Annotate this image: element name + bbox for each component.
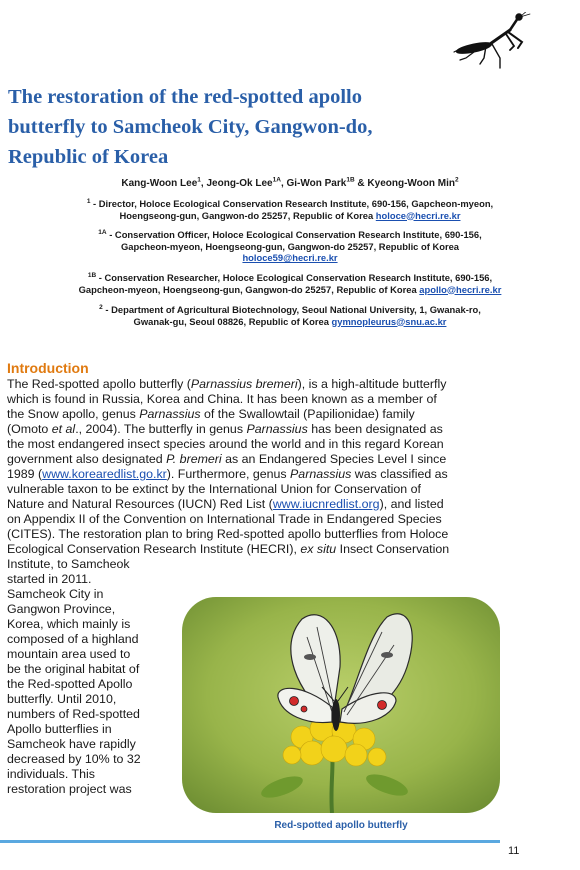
body-line: government also designated P. bremeri as an Endangered Species Level I since bbox=[7, 452, 447, 466]
page-number: 11 bbox=[508, 845, 520, 857]
author-affiliation-marker: 1A bbox=[272, 176, 281, 184]
intro-paragraph bbox=[7, 377, 489, 572]
author-list: Kang-Woon Lee$^1$, Jeong-Ok Lee$^{1A}$, Gi-Won Park$^{1B}$ & Kyeong-Woon Min$^2$ bbox=[121, 176, 459, 189]
affiliation-snu bbox=[0, 304, 580, 327]
affiliation-marker: 2 bbox=[99, 303, 103, 311]
body-line: (Omoto et al., 2004). The butterfly in genus Parnassius has been designated as bbox=[7, 422, 443, 436]
body-line: mountain area used to bbox=[7, 647, 131, 661]
butterfly-photo bbox=[182, 597, 500, 813]
body-line: decreased by 10% to 32 bbox=[7, 752, 141, 766]
body-line: Institute, to Samcheok bbox=[7, 557, 130, 571]
body-line: Gangwon Province, bbox=[7, 602, 116, 616]
title-line: Republic of Korea bbox=[8, 146, 169, 168]
affiliation-conservation-researcher bbox=[0, 272, 580, 295]
body-line: The Red-spotted apollo butterfly (Parnassius bremeri), is a high-altitude butterfly bbox=[7, 377, 447, 391]
email-link[interactable]: holoce59@hecri.re.kr bbox=[242, 252, 338, 263]
affiliation-text: - Conservation Officer, Holoce Ecological Conservation Research Institute, 690-156, bbox=[106, 229, 482, 240]
article-title bbox=[8, 82, 468, 172]
affiliation-text: Hoengseong-gun, Gangwon-do 25257, Republic of Korea bbox=[119, 209, 374, 221]
figure-caption: Red-spotted apollo butterfly bbox=[274, 820, 408, 831]
body-line: numbers of Red-spotted bbox=[7, 707, 140, 721]
author-affiliation-marker: 1B bbox=[346, 176, 355, 184]
author-name: Jeong-Ok Lee bbox=[206, 178, 273, 189]
email-link[interactable]: apollo@hecri.re.kr bbox=[419, 283, 502, 295]
affiliation-text: Gwanak-gu, Seoul 08826, Republic of Korea bbox=[133, 315, 329, 327]
body-line: vulnerable taxon to be extinct by the International Union for Conservation of bbox=[7, 482, 421, 496]
body-line: the most endangered insect species around the world and in this regard Korean bbox=[7, 437, 444, 451]
body-line: be the original habitat of bbox=[7, 662, 140, 676]
body-line: Ecological Conservation Research Institute (HECRI), ex situ Insect Conservation bbox=[7, 542, 450, 556]
body-line: Korea, which mainly is bbox=[7, 617, 131, 631]
affiliation-text: Gapcheon-myeon, Hoengseong-gun, Gangwon-do 25257, Republic of Korea bbox=[120, 240, 460, 252]
title-line: The restoration of the red-spotted apollo bbox=[8, 86, 362, 108]
affiliation-conservation-officer bbox=[0, 229, 580, 264]
author-affiliation-marker: 1 bbox=[197, 176, 201, 184]
author-name: Kang-Woon Lee bbox=[121, 178, 198, 189]
body-line: the Red-spotted Apollo bbox=[7, 677, 133, 691]
body-line: on Appendix II of the Convention on International Trade in Endangered Species bbox=[7, 512, 442, 526]
iucn-redlist-link[interactable]: www.iucnredlist.org bbox=[272, 497, 380, 511]
body-line: Nature and Natural Resources (IUCN) Red List (www.iucnredlist.org), and listed bbox=[7, 497, 444, 511]
praying-mantis-icon bbox=[452, 12, 532, 72]
author-affiliation-marker: 2 bbox=[455, 176, 459, 184]
body-line: (CITES). The restoration plan to bring Red-spotted apollo butterflies from Holoce bbox=[7, 527, 449, 541]
body-line: which is found in Russia, Korea and China. It has been known as a member of bbox=[7, 392, 437, 406]
body-line: 1989 (www.korearedlist.go.kr). Furthermore, genus Parnassius was classified as bbox=[7, 467, 448, 481]
title-line: butterfly to Samcheok City, Gangwon-do, bbox=[8, 116, 373, 138]
affiliation-director bbox=[0, 198, 580, 221]
email-link[interactable]: gymnopleurus@snu.ac.kr bbox=[331, 315, 447, 327]
body-line: the Snow apollo, genus Parnassius of the Swallowtail (Papilionidae) family bbox=[7, 407, 415, 421]
email-link[interactable]: holoce@hecri.re.kr bbox=[375, 209, 461, 221]
body-line: composed of a highland bbox=[7, 632, 139, 646]
korea-redlist-link[interactable]: www.korearedlist.go.kr bbox=[42, 467, 167, 481]
body-line: Samcheok have rapidly bbox=[7, 737, 136, 751]
body-line: individuals. This bbox=[7, 767, 95, 781]
intro-paragraph-wrapped bbox=[7, 572, 177, 797]
affiliation-text: Gapcheon-myeon, Hoengseong-gun, Gangwon-do 25257, Republic of Korea bbox=[78, 283, 417, 295]
body-line: Apollo butterflies in bbox=[7, 722, 112, 736]
body-line: Samcheok City in bbox=[7, 587, 104, 601]
body-line: restoration project was bbox=[7, 782, 132, 796]
body-line: started in 2011. bbox=[7, 572, 92, 586]
affiliation-marker: 1B bbox=[87, 271, 97, 279]
affiliation-text: - Director, Holoce Ecological Conservation Research Institute, 690-156, Gapcheon-myeon, bbox=[90, 198, 494, 209]
author-name: Gi-Won Park bbox=[286, 178, 347, 189]
affiliation-marker: 1 bbox=[86, 197, 91, 205]
affiliation-text: - Conservation Researcher, Holoce Ecological Conservation Research Institute, 690-156, bbox=[96, 272, 493, 283]
footer-rule bbox=[0, 840, 500, 843]
affiliation-text: - Department of Agricultural Biotechnology, Seoul National University, 1, Gwanak-ro, bbox=[102, 304, 481, 315]
section-heading-introduction: Introduction bbox=[7, 360, 89, 376]
author-name: Kyeong-Woon Min bbox=[367, 178, 455, 189]
affiliation-marker: 1A bbox=[98, 228, 107, 236]
body-line: butterfly. Until 2010, bbox=[7, 692, 117, 706]
